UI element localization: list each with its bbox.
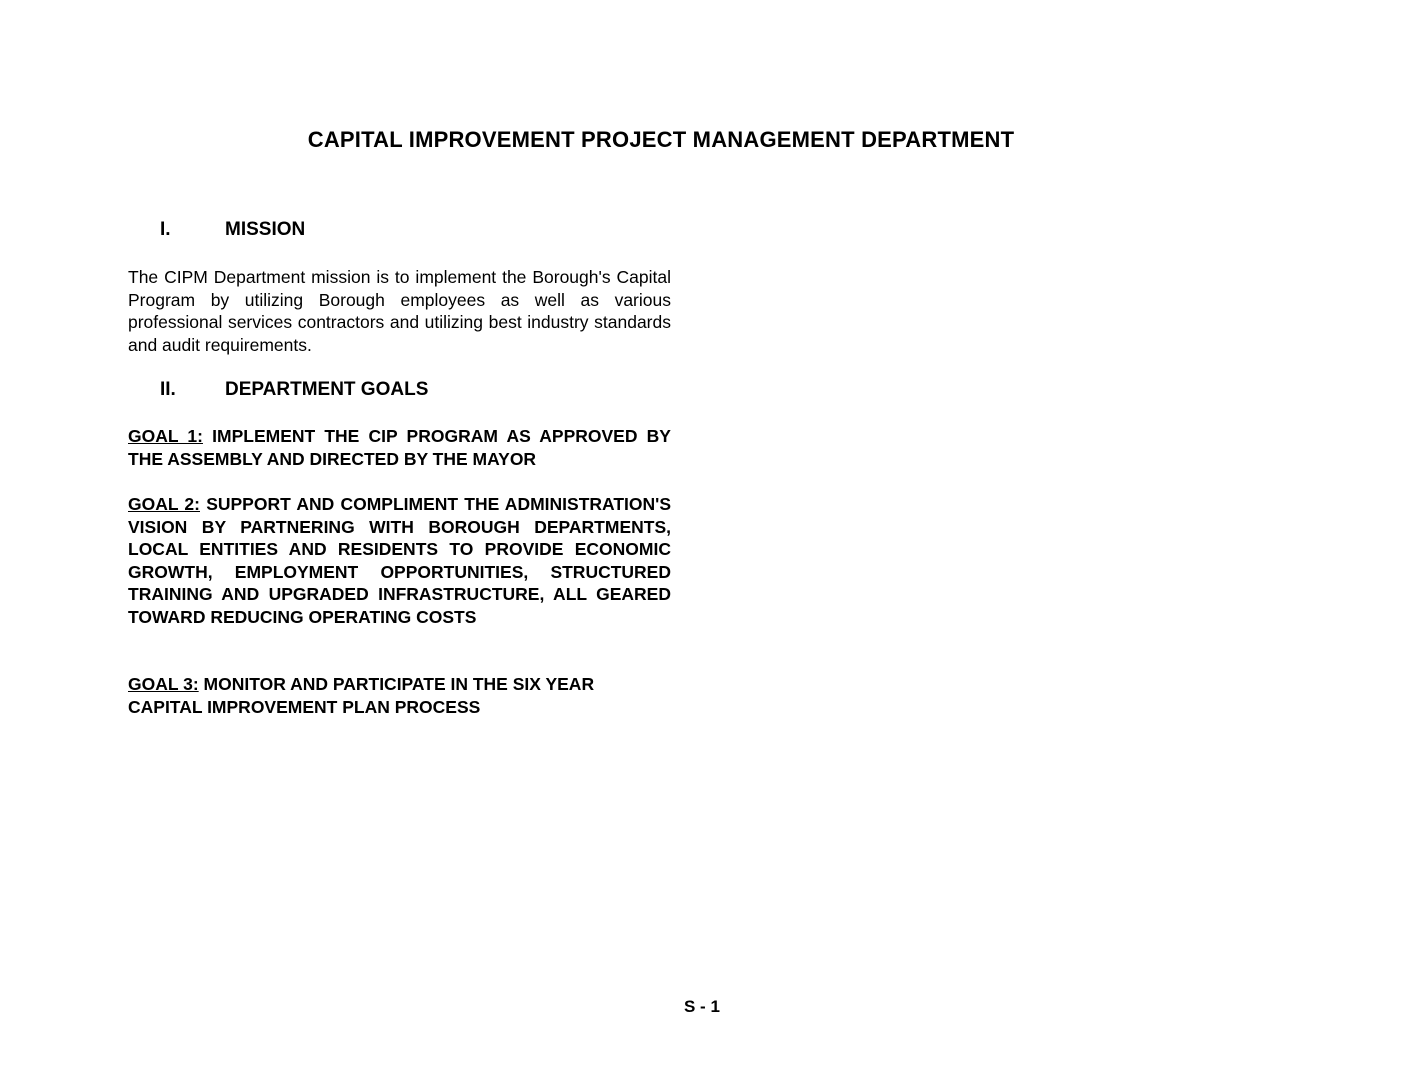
goal-text: IMPLEMENT THE CIP PROGRAM AS APPROVED BY THE ASSEMBLY AND DIRECTED BY THE MAYOR (128, 426, 671, 469)
page-number: S - 1 (684, 997, 720, 1016)
goal-label: GOAL 3: (128, 674, 199, 694)
goal-label: GOAL 1: (128, 426, 203, 446)
goal-item-2 (128, 493, 671, 628)
page-title: CAPITAL IMPROVEMENT PROJECT MANAGEMENT DEPARTMENT (307, 127, 1015, 152)
goals-heading-label: DEPARTMENT GOALS (225, 379, 429, 400)
mission-statement: The CIPM Department mission is to implement the Borough's Capital Program by utilizing Borough employees as well as various professional services contractors and utilizing best industry standards and audit requirements. (128, 267, 671, 355)
goal-text: SUPPORT AND COMPLIMENT THE ADMINISTRATION'S VISION BY PARTNERING WITH BOROUGH DEPARTMENTS, LOCAL ENTITIES AND RESIDENTS TO PROVIDE ECONOMIC GROWTH, EMPLOYMENT OPPORTUNITIES, STRUCTURED TRAINING AND UPGRADED INFRASTRUCTURE, ALL GEARED TOWARD REDUCING OPERATING COSTS (128, 494, 671, 627)
goal-item-3 (128, 673, 671, 718)
goals-heading (160, 379, 428, 401)
goal-label: GOAL 2: (128, 494, 200, 514)
goals-section-number: II. (160, 379, 176, 400)
mission-section-number: I. (160, 219, 171, 240)
mission-heading (160, 219, 305, 241)
goal-text: MONITOR AND PARTICIPATE IN THE SIX YEAR CAPITAL IMPROVEMENT PLAN PROCESS (128, 674, 595, 717)
mission-heading-label: MISSION (225, 219, 306, 240)
goal-item-1 (128, 425, 671, 470)
